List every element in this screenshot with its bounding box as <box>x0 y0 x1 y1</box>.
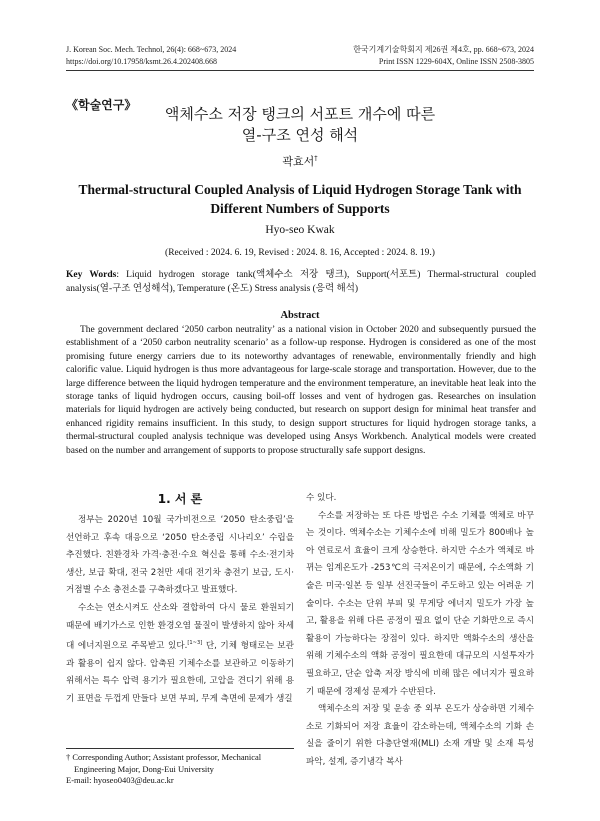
footnote-rule <box>66 748 294 749</box>
author-korean-name: 곽효서 <box>282 155 315 168</box>
received-dates: (Received : 2024. 6. 19, Revised : 2024. 8. 16, Accepted : 2024. 8. 19.) <box>165 248 435 258</box>
abstract-heading: Abstract <box>280 310 320 321</box>
title-english <box>0 180 600 218</box>
body-column-right <box>306 490 534 772</box>
body-column-left <box>66 512 294 708</box>
footnote-email: E-mail: hyoseo0403@deu.ac.kr <box>66 775 174 785</box>
section-heading-introduction: 1. 서 론 <box>157 492 203 506</box>
keywords-text: : Liquid hydrogen storage tank(액체수소 저장 탱크), Support(서포트) Thermal-structural coupled analysis(열-구조 연성해석), Temperature (온도) Stress analysis (응력 해석) <box>66 270 537 294</box>
keywords-block <box>66 268 536 296</box>
journal-citation-en: J. Korean Soc. Mech. Technol, 26(4): 668~673, 2024 <box>66 45 237 54</box>
footnote-author-info: † Corresponding Author; Assistant professor, Mechanical Engineering Major, Dong-Eui University <box>66 752 262 774</box>
author-korean <box>0 153 600 169</box>
paragraph-continued: 수 있다. <box>306 493 337 503</box>
paragraph <box>66 600 294 708</box>
article-type-label: 《학술연구》 <box>66 98 137 112</box>
abstract-text: The government declared ‘2050 carbon neutrality’ as a national vision in October 2020 and subsequently pursued the establishment of a ‘2050 carbon neutrality scenario’ as a follow-up response. Hydrogen is considered as one of the most promising future energy carriers due to its noteworthy advantages of renewable, environmentally friendly and high calorific value. Liquid hydrogen is thus more advantageous for large-scale storage and transportation. However, due to the large difference between the liquid hydrogen temperature and the environment temperature, an inevitable heat leak into the storage tanks of liquid hydrogen occurs, causing boil-off losses and vent of hydrogen gas. Researches on insulation materials for liquid hydrogen are actively being conducted, but research on support design for minimal heat transfer and enhanced rigidity remains insufficient. In this study, to design support structures for liquid hydrogen storage tanks, a thermal-structural coupled analysis technique was developed using Ansys Workbench. Analytical models were created based on the number and arrangement of supports to propose structurally safe support designs. <box>66 325 536 456</box>
paragraph: 정부는 2020년 10월 국가비전으로 ‘2050 탄소중립’을 선언하고 후속 대응으로 ‘2050 탄소중립 시나리오’ 수립을 추진했다. 친환경차 가격·충전·수요 혁신을 통해 수소·전기차 생산, 보급 확대, 전국 2천만 세대 전기차 충전기 보급, 도시·거점별 수소 충전소를 구축하겠다고 발표했다. <box>66 515 294 596</box>
title-english-line2: Different Numbers of Supports <box>210 201 390 216</box>
paragraph-text: 수소는 연소시켜도 산소와 결합하여 다시 물로 환원되기 때문에 배기가스로 인한 환경오염 물질이 발생하지 않아 차세대 에너지원으로 주목받고 있다. <box>66 602 294 652</box>
paragraph-text-cont: 단, 기체 형태로는 보관과 활용이 쉽지 않다. 압축된 기체수소를 보관하고 이동하기 위해서는 특수 압력 용기가 필요한데, 고압을 견디기 위해 용기 표면을 두껍게 만들다 보면 부피, 무게 측면에 문제가 생길 <box>66 641 294 704</box>
title-korean-line1: 액체수소 저장 탱크의 서포트 개수에 따른 <box>164 105 436 123</box>
keywords-label: Key Words <box>66 270 117 280</box>
title-korean-line2: 열-구조 연성 해석 <box>241 126 359 144</box>
paragraph: 액체수소의 저장 및 운송 중 외부 온도가 상승하면 기체수소로 기화되어 저장 효율이 감소하는데, 액체수소의 기화 손실을 줄이기 위한 다층단열재(MLI) 소재 개발 및 소재 특성 파악, 설계, 증기냉각 복사 <box>306 704 534 767</box>
header-rule <box>66 70 534 71</box>
paragraph: 수소를 저장하는 또 다른 방법은 수소 기체를 액체로 바꾸는 것이다. 액체수소는 기체수소에 비해 밀도가 800배나 높아 연료로서 효율이 크게 상승한다. 하지만 수소가 액체로 바뀌는 임계온도가 -253℃의 극저온이기 때문에, 수소액화 기술은 미국·일본 등 일부 선진국들이 주도하고 있는 어려운 기술이다. 수소는 단위 부피 및 무게당 에너지 밀도가 가장 높고, 활용을 위해 다른 공정이 필요 없이 단순 기화만으로 즉시 활용이 가능하다는 장점이 있다. 하지만 액화수소의 생산을 위해 기체수소의 액화 공정이 필요한데 대규모의 시설투자가 필요하고, 단순 압축 저장 방식에 비해 많은 에너지가 필요하기 때문에 경제성 문제가 수반된다. <box>306 510 534 697</box>
journal-citation-kr: 한국기계기술학회지 제26권 제4호, pp. 668~673, 2024 <box>353 45 534 54</box>
issn-info: Print ISSN 1229-604X, Online ISSN 2508-3805 <box>378 57 534 66</box>
corresponding-mark: † <box>314 154 318 163</box>
citation-ref: [1~3] <box>187 640 203 647</box>
title-english-line1: Thermal-structural Coupled Analysis of Liquid Hydrogen Storage Tank with <box>78 182 522 197</box>
author-english: Hyo-seo Kwak <box>265 224 335 236</box>
doi-link[interactable]: https://doi.org/10.17958/ksmt.26.4.202408.668 <box>66 57 217 66</box>
footnote <box>66 752 294 787</box>
